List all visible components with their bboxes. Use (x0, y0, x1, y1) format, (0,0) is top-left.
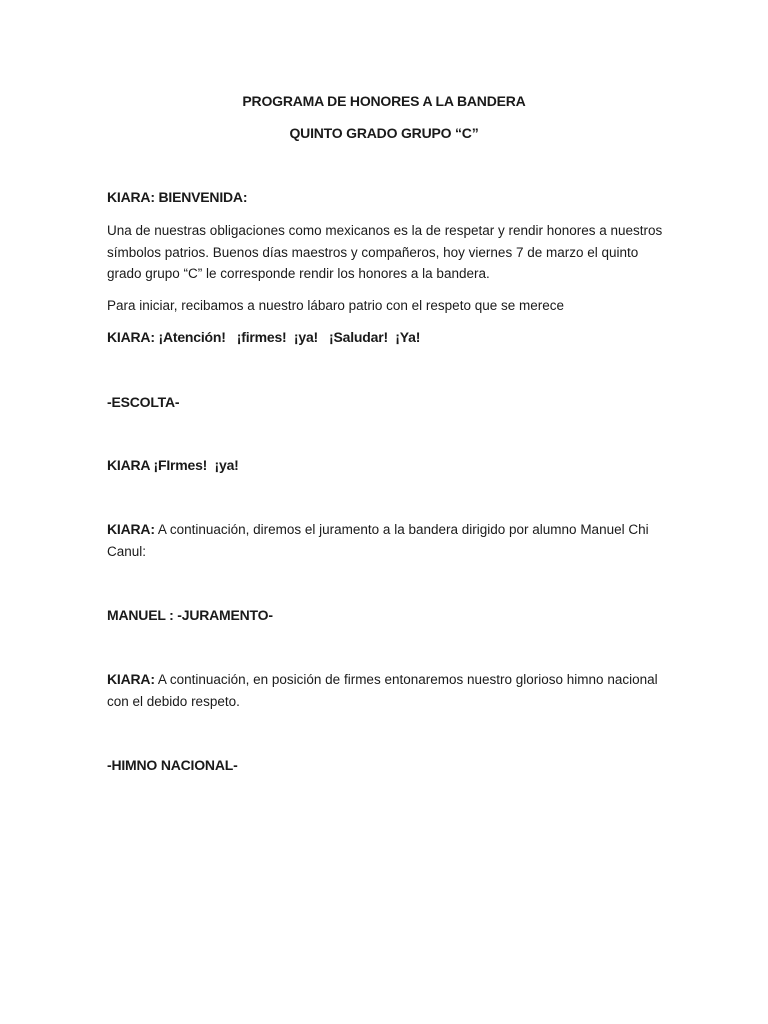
anthem-intro (107, 669, 667, 712)
welcome-paragraph: Una de nuestras obligaciones como mexicanos es la de respetar y rendir honores a nuestros símbolos patrios. Buenos días maestros y compañeros, hoy viernes 7 de marzo el quinto grado grupo “C” le corresponde rendir los honores a la bandera. (107, 223, 663, 281)
welcome-paragraph-2: Para iniciar, recibamos a nuestro lábaro patrio con el respeto que se merece (107, 298, 564, 313)
document-title: PROGRAMA DE HONORES A LA BANDERA (242, 93, 526, 109)
oath-intro (107, 519, 667, 562)
firmes-command: KIARA ¡FIrmes! ¡ya! (107, 457, 239, 473)
attention-command: KIARA: ¡Atención! ¡firmes! ¡ya! ¡Saludar! ¡Ya! (107, 329, 421, 345)
document-subtitle: QUINTO GRADO GRUPO “C” (289, 125, 479, 141)
oath-intro-speaker: KIARA: (107, 521, 155, 537)
anthem-intro-text: A continuación, en posición de firmes entonaremos nuestro glorioso himno nacional con el debido respeto. (107, 672, 658, 709)
oath-label: MANUEL : -JURAMENTO- (107, 607, 273, 623)
escolta-label: -ESCOLTA- (107, 394, 180, 410)
oath-intro-text: A continuación, diremos el juramento a la bandera dirigido por alumno Manuel Chi Canul: (107, 522, 649, 559)
anthem-label: -HIMNO NACIONAL- (107, 757, 238, 773)
anthem-intro-speaker: KIARA: (107, 671, 155, 687)
welcome-heading: KIARA: BIENVENIDA: (107, 189, 248, 205)
